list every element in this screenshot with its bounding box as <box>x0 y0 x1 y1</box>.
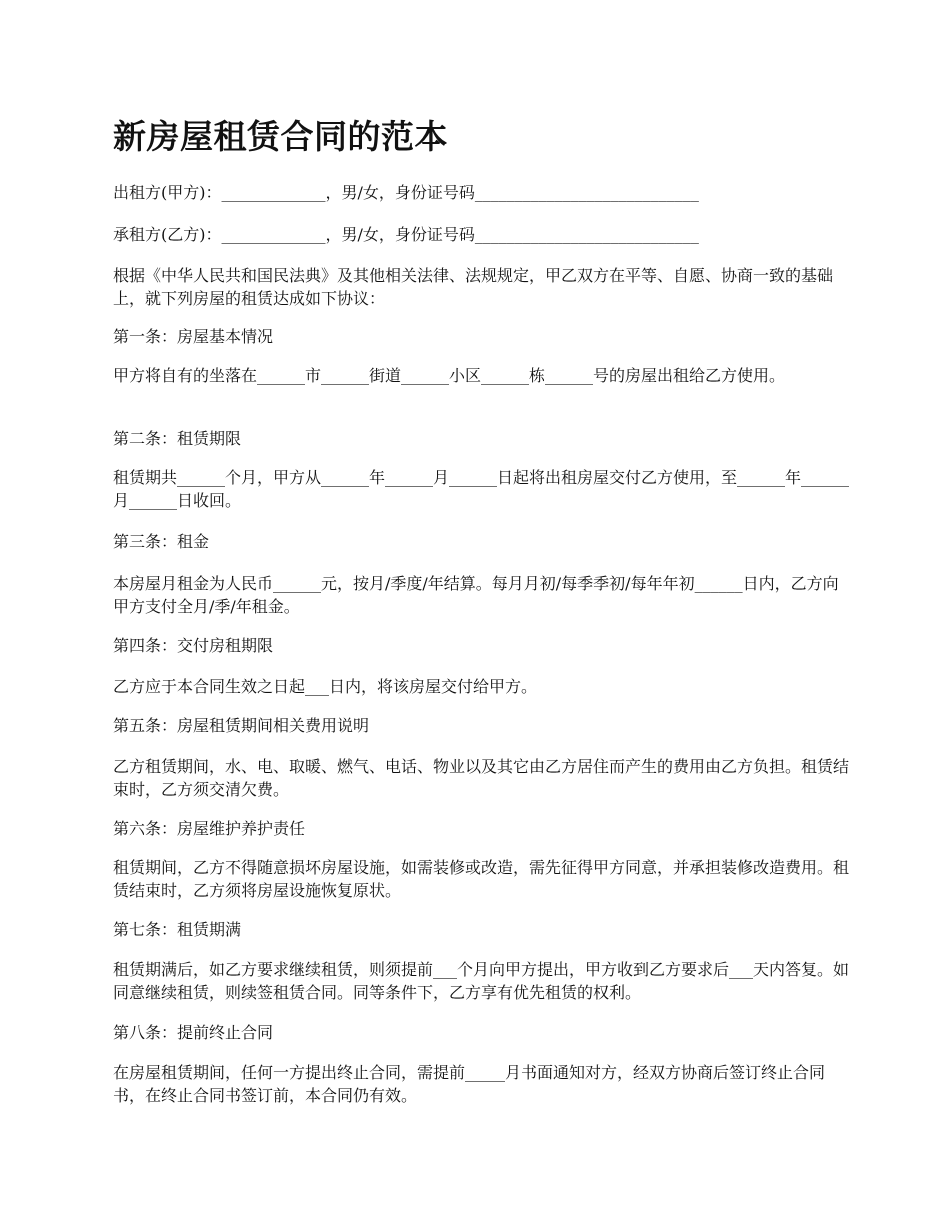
party-b-line: 承租方(乙方)：_____________，男/女，身份证号码____________________________ <box>113 225 699 244</box>
article-8-heading: 第八条：提前终止合同 <box>113 1023 274 1042</box>
article-8-body: 在房屋租赁期间，任何一方提出终止合同，需提前_____月书面通知对方，经双方协商后签订终止合同书，在终止合同书签订前，本合同仍有效。 <box>113 1063 826 1105</box>
article-7-body: 租赁期满后，如乙方要求继续租赁，则须提前___个月向甲方提出，甲方收到乙方要求后___天内答复。如同意继续租赁，则续签租赁合同。同等条件下，乙方享有优先租赁的权利。 <box>113 960 850 1002</box>
article-6-heading: 第六条：房屋维护养护责任 <box>113 819 306 838</box>
article-6-body: 租赁期间，乙方不得随意损坏房屋设施，如需装修或改造，需先征得甲方同意，并承担装修改造费用。租赁结束时，乙方须将房屋设施恢复原状。 <box>113 858 850 900</box>
article-4-body: 乙方应于本合同生效之日起___日内，将该房屋交付给甲方。 <box>113 677 538 696</box>
article-5-heading: 第五条：房屋租赁期间相关费用说明 <box>113 716 370 735</box>
article-3-heading: 第三条：租金 <box>113 532 210 551</box>
article-2-heading: 第二条：租赁期限 <box>113 429 242 448</box>
article-3-body: 本房屋月租金为人民币______元，按月/季度/年结算。每月月初/每季季初/每年年初______日内，乙方向甲方支付全月/季/年租金。 <box>113 574 839 616</box>
article-7-heading: 第七条：租赁期满 <box>113 920 242 939</box>
article-4-heading: 第四条：交付房租期限 <box>113 636 274 655</box>
preamble-paragraph: 根据《中华人民共和国民法典》及其他相关法律、法规规定，甲乙双方在平等、自愿、协商一致的基础上，就下列房屋的租赁达成如下协议： <box>113 266 834 308</box>
party-a-line: 出租方(甲方)：_____________，男/女，身份证号码____________________________ <box>113 183 699 202</box>
article-2-body: 租赁期共______个月，甲方从______年______月______日起将出租房屋交付乙方使用，至______年______月______日收回。 <box>113 468 850 510</box>
article-5-body: 乙方租赁期间，水、电、取暖、燃气、电话、物业以及其它由乙方居住而产生的费用由乙方负担。租赁结束时，乙方须交清欠费。 <box>113 757 850 799</box>
article-1-heading: 第一条：房屋基本情况 <box>113 327 274 346</box>
article-1-body: 甲方将自有的坐落在______市______街道______小区______栋______号的房屋出租给乙方使用。 <box>113 366 786 385</box>
document-title: 新房屋租赁合同的范本 <box>113 117 448 156</box>
